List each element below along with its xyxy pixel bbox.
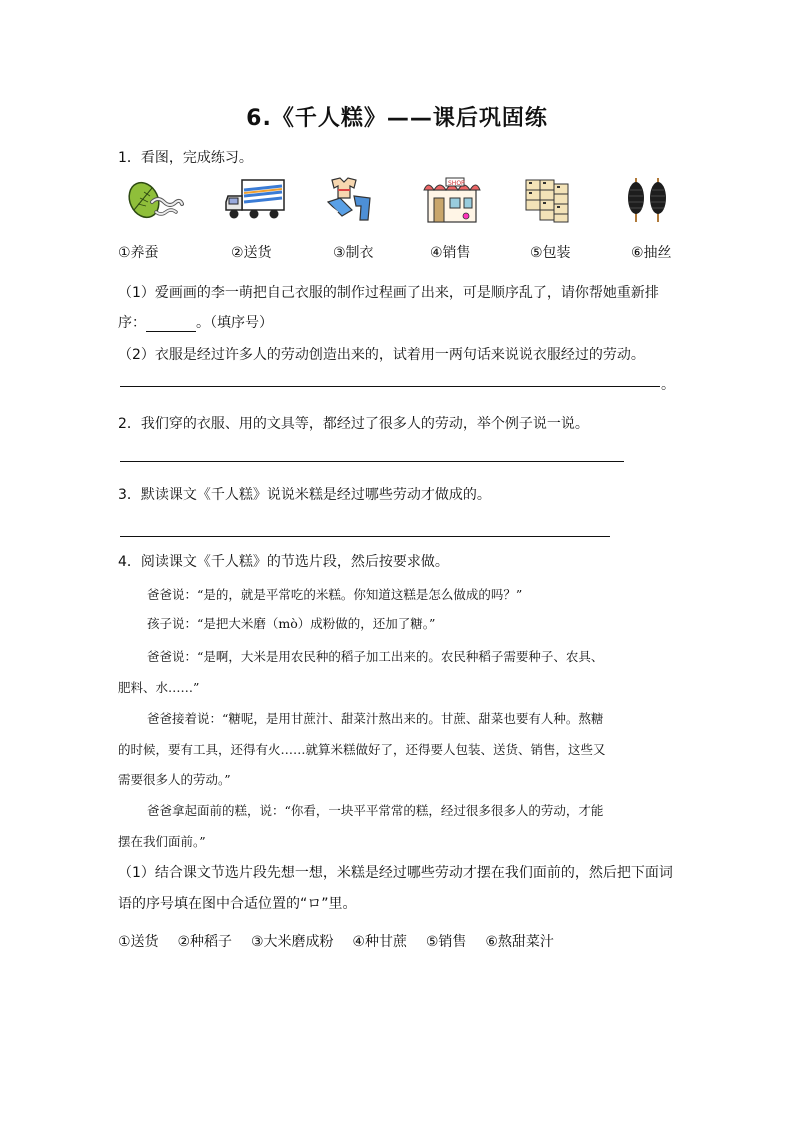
delivery-truck-icon <box>224 176 284 224</box>
q4-option-boil-beet-juice: ⑥熬甜菜汁 <box>485 934 554 950</box>
passage-line: 的时候，要有工具，还得有火……就算米糕做好了，还得要人包装、送货、销售，这些又 <box>118 742 606 757</box>
passage-line: 爸爸说：“是的，就是平常吃的米糕。你知道这糕是怎么做成的吗？” <box>147 587 523 602</box>
passage-line: 肥料、水……” <box>118 680 200 695</box>
q2-answer-line[interactable] <box>120 461 624 462</box>
q4-sub1-line2: 语的序号填在图中合适位置的“ロ”里。 <box>118 896 357 912</box>
passage-line: 摆在我们面前。” <box>118 834 206 849</box>
q4-sub1-line1: （1）结合课文节选片段先想一想，米糕是经过哪些劳动才摆在我们面前的，然后把下面词 <box>118 865 673 881</box>
q1-sub1-line1: （1）爱画画的李一萌把自己衣服的制作过程画了出来，可是顺序乱了，请你帮她重新排 <box>118 285 659 301</box>
passage-line: 爸爸接着说：“糖呢，是用甘蔗汁、甜菜汁熬出来的。甘蔗、甜菜也要有人种。熬糖 <box>147 711 604 726</box>
passage-line: 需要很多人的劳动。” <box>118 772 231 787</box>
option-reel-silk: ⑥抽丝 <box>631 245 672 261</box>
order-answer-blank[interactable] <box>146 317 196 332</box>
question-4-stem: 4．阅读课文《千人糕》的节选片段，然后按要求做。 <box>118 554 449 570</box>
svg-text:SHOP: SHOP <box>448 180 465 187</box>
q1-sub1-suffix: 。（填序号） <box>196 315 273 331</box>
q1-sub1-prefix: 序： <box>118 315 146 331</box>
passage-line: 爸爸说：“是啊，大米是用农民种的稻子加工出来的。农民种稻子需要种子、农具、 <box>147 649 604 664</box>
silk-spools-icon <box>622 176 682 224</box>
option-pack: ⑤包装 <box>530 245 571 261</box>
q3-answer-line[interactable] <box>120 536 610 537</box>
option-sell: ④销售 <box>430 245 471 261</box>
question-1-stem: 1．看图，完成练习。 <box>118 150 253 166</box>
packing-boxes-icon <box>520 176 580 224</box>
q4-options-row <box>118 931 554 951</box>
q4-option-plant-sugarcane: ④种甘蔗 <box>352 934 407 950</box>
option-deliver: ②送货 <box>231 245 272 261</box>
q1-sub2-answer-line[interactable] <box>120 386 660 387</box>
q4-option-plant-rice: ②种稻子 <box>177 934 233 950</box>
q1-sub2-text: （2）衣服是经过许多人的劳动创造出来的，试着用一两句话来说说衣服经过的劳动。 <box>118 347 645 363</box>
q1-sub1-line2 <box>118 312 273 332</box>
option-raise-silkworm: ①养蚕 <box>118 245 159 261</box>
tailoring-clothes-icon <box>322 176 382 224</box>
picture-row <box>124 176 684 224</box>
passage-line: 爸爸拿起面前的糕，说：“你看，一块平平常常的糕，经过很多很多人的劳动，才能 <box>147 803 604 818</box>
passage-line: 孩子说：“是把大米磨（mò）成粉做的，还加了糖。” <box>147 616 436 631</box>
silkworm-leaf-icon <box>126 176 186 224</box>
q1-sub2-end-mark: 。 <box>661 377 675 393</box>
q4-option-grind-rice: ③大米磨成粉 <box>250 934 334 950</box>
shop-icon <box>420 176 480 224</box>
question-3-stem: 3．默读课文《千人糕》说说米糕是经过哪些劳动才做成的。 <box>118 487 491 503</box>
q4-option-deliver: ①送货 <box>118 934 159 950</box>
question-2-stem: 2．我们穿的衣服、用的文具等，都经过了很多人的劳动，举个例子说一说。 <box>118 416 589 432</box>
q4-option-sell: ⑤销售 <box>425 934 467 950</box>
option-make-clothes: ③制衣 <box>333 245 374 261</box>
page-title: 6.《千人糕》——课后巩固练 <box>246 106 548 131</box>
